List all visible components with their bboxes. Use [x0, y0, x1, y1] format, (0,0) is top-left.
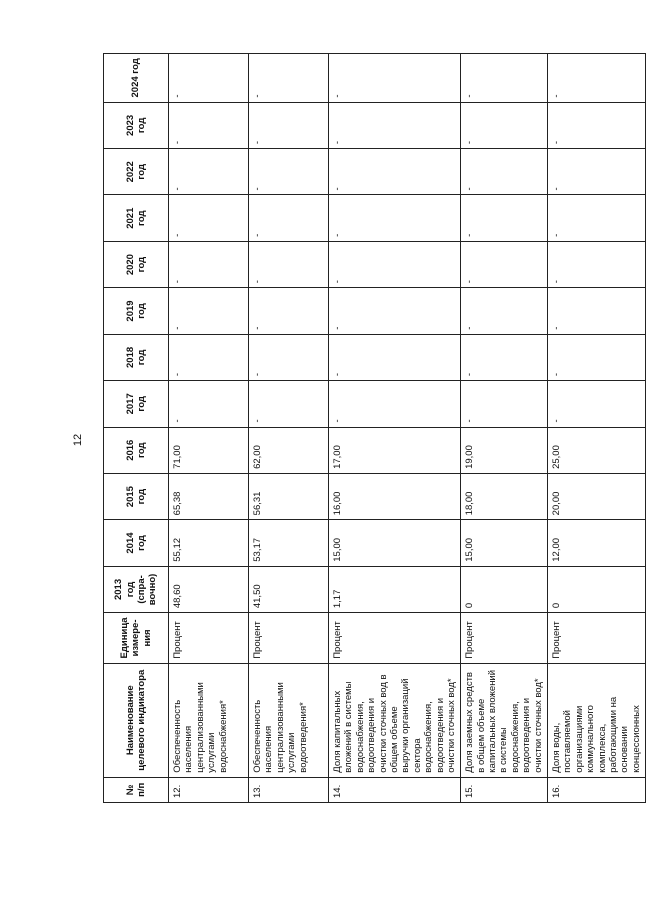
value-cell: -	[461, 288, 548, 334]
value-cell: -	[249, 54, 329, 103]
header-year: 2017 год	[104, 381, 169, 427]
value-cell: 71,00	[169, 427, 249, 473]
value-cell: 56,31	[249, 473, 329, 519]
value-cell: -	[461, 54, 548, 103]
indicator-table	[103, 53, 646, 803]
value-cell: -	[169, 334, 249, 380]
value-cell: -	[461, 102, 548, 148]
value-cell: -	[548, 381, 646, 427]
value-cell: -	[329, 195, 461, 241]
header-year: 2024 год	[104, 54, 169, 103]
value-cell: 55,12	[169, 520, 249, 566]
value-cell: 17,00	[329, 427, 461, 473]
rotated-table-wrapper	[103, 53, 642, 803]
value-cell: -	[461, 241, 548, 287]
value-cell: -	[548, 241, 646, 287]
value-cell: 18,00	[461, 473, 548, 519]
page-number: 12	[72, 433, 85, 447]
value-cell: -	[169, 102, 249, 148]
unit-cell: Процент	[249, 613, 329, 664]
value-cell: 16,00	[329, 473, 461, 519]
value-cell: 20,00	[548, 473, 646, 519]
value-2013: 41,50	[249, 566, 329, 612]
value-cell: -	[169, 54, 249, 103]
value-cell: 12,00	[548, 520, 646, 566]
indicator-name: Обеспеченность населения централизованными услугами водоотведения*	[249, 663, 329, 777]
header-2013: 2013 год (спра-вочно)	[104, 566, 169, 612]
value-cell: -	[249, 334, 329, 380]
value-cell: -	[249, 102, 329, 148]
value-2013: 1,17	[329, 566, 461, 612]
value-cell: -	[249, 241, 329, 287]
value-cell: -	[461, 334, 548, 380]
value-cell: 25,00	[548, 427, 646, 473]
value-cell: -	[169, 241, 249, 287]
row-number: 15.	[461, 777, 548, 802]
value-cell: -	[329, 102, 461, 148]
value-cell: -	[461, 381, 548, 427]
value-cell: -	[461, 149, 548, 195]
value-cell: -	[548, 288, 646, 334]
value-cell: -	[249, 288, 329, 334]
unit-cell: Процент	[461, 613, 548, 664]
value-cell: -	[461, 195, 548, 241]
value-cell: -	[548, 195, 646, 241]
header-year: 2015 год	[104, 473, 169, 519]
value-cell: -	[249, 381, 329, 427]
header-year: 2020 год	[104, 241, 169, 287]
value-cell: -	[548, 54, 646, 103]
value-cell: -	[329, 54, 461, 103]
row-number: 12.	[169, 777, 249, 802]
header-year: 2023 год	[104, 102, 169, 148]
value-cell: -	[548, 102, 646, 148]
value-cell: -	[329, 241, 461, 287]
table-row	[548, 54, 646, 803]
header-year: 2014 год	[104, 520, 169, 566]
row-number: 14.	[329, 777, 461, 802]
unit-cell: Процент	[548, 613, 646, 664]
table-row	[169, 54, 249, 803]
header-unit: Единица измере-ния	[104, 613, 169, 664]
header-year: 2021 год	[104, 195, 169, 241]
table-header-row	[104, 54, 169, 803]
value-2013: 0	[548, 566, 646, 612]
value-cell: -	[548, 149, 646, 195]
value-cell: -	[548, 334, 646, 380]
value-cell: -	[169, 149, 249, 195]
value-cell: -	[329, 334, 461, 380]
header-year: 2016 год	[104, 427, 169, 473]
table-row	[461, 54, 548, 803]
value-cell: 15,00	[461, 520, 548, 566]
value-cell: -	[329, 288, 461, 334]
header-no: № п/п	[104, 777, 169, 802]
header-year: 2018 год	[104, 334, 169, 380]
unit-cell: Процент	[329, 613, 461, 664]
value-2013: 0	[461, 566, 548, 612]
value-cell: 19,00	[461, 427, 548, 473]
value-cell: -	[169, 195, 249, 241]
indicator-name: Доля заемных средств в общем объеме капитальных вложений в системы водоснабжения, водоотведения и очистки сточных вод*	[461, 663, 548, 777]
value-cell: -	[249, 149, 329, 195]
value-cell: 15,00	[329, 520, 461, 566]
row-number: 16.	[548, 777, 646, 802]
value-2013: 48,60	[169, 566, 249, 612]
indicator-name: Доля капитальных вложений в системы водоснабжения, водоотведения и очистки сточных вод в общем объеме выручки организаций сектора водоснабжения, водоотведения и очистки сточных вод*	[329, 663, 461, 777]
value-cell: -	[329, 149, 461, 195]
table-row	[249, 54, 329, 803]
value-cell: 62,00	[249, 427, 329, 473]
header-year: 2019 год	[104, 288, 169, 334]
value-cell: 65,38	[169, 473, 249, 519]
indicator-name: Доля воды, поставляемой организациями коммунального комплекса, работающими на основании концессионных	[548, 663, 646, 777]
value-cell: -	[249, 195, 329, 241]
header-name: Наименование целевого индикатора	[104, 663, 169, 777]
indicator-name: Обеспеченность населения централизованными услугами водоснабжения*	[169, 663, 249, 777]
value-cell: -	[169, 288, 249, 334]
value-cell: -	[329, 381, 461, 427]
table-row	[329, 54, 461, 803]
value-cell: 53,17	[249, 520, 329, 566]
row-number: 13.	[249, 777, 329, 802]
header-year: 2022 год	[104, 149, 169, 195]
value-cell: -	[169, 381, 249, 427]
unit-cell: Процент	[169, 613, 249, 664]
